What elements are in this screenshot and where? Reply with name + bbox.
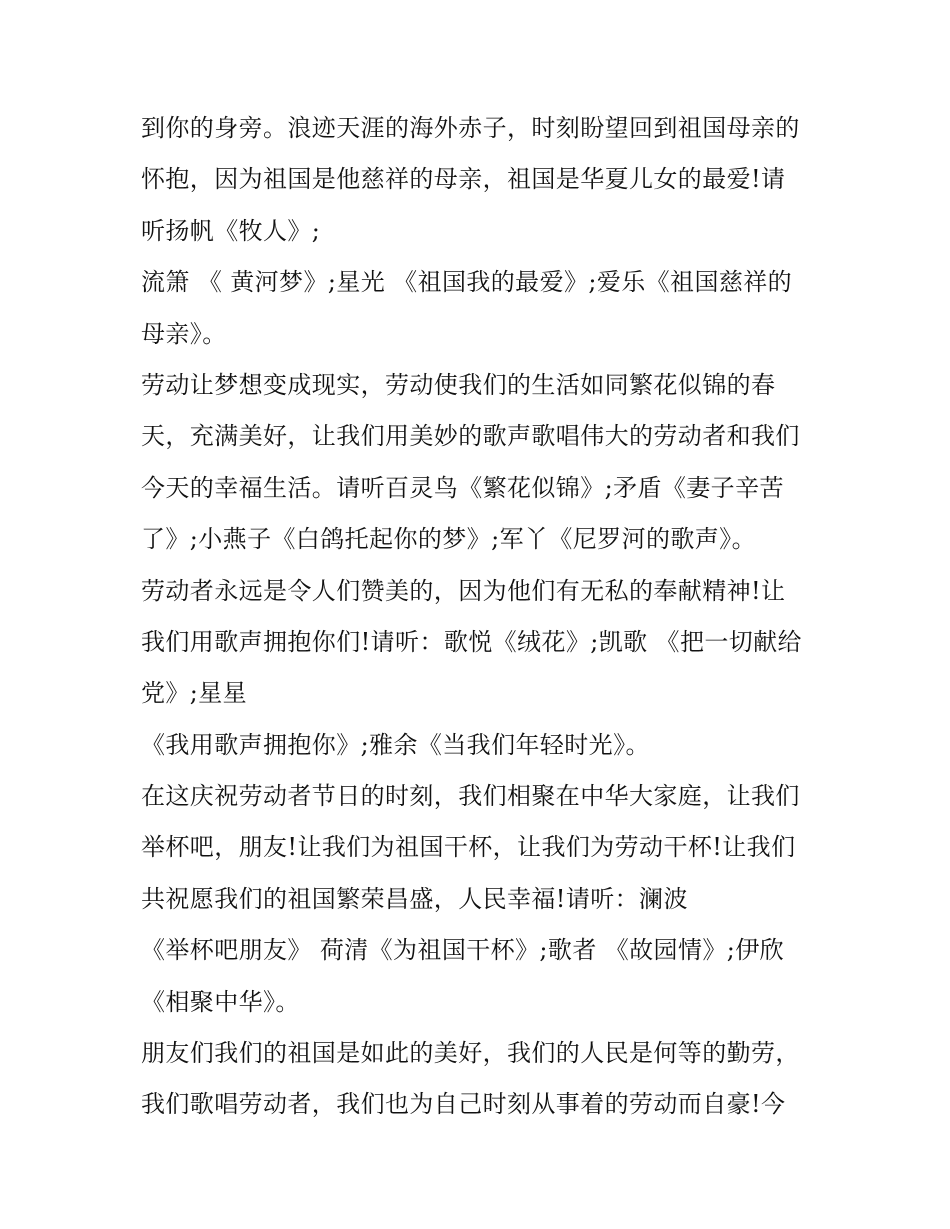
text-line: 在这庆祝劳动者节日的时刻，我们相聚在中华大家庭，让我们 <box>141 782 800 811</box>
text-line: 母亲》。 <box>141 319 227 348</box>
text-line: 劳动者永远是令人们赞美的，因为他们有无私的奉献精神!让 <box>141 576 786 605</box>
text-line: 怀抱，因为祖国是他慈祥的母亲，祖国是华夏儿女的最爱!请 <box>141 165 786 194</box>
text-line: 天，充满美好，让我们用美妙的歌声歌唱伟大的劳动者和我们 <box>141 422 800 451</box>
document-body <box>141 103 821 1131</box>
text-line: 劳动让梦想变成现实，劳动使我们的生活如同繁花似锦的春 <box>141 370 776 399</box>
text-line: 党》;星星 <box>141 679 248 708</box>
text-line: 我们歌唱劳动者，我们也为自己时刻从事着的劳动而自豪!今 <box>141 1090 786 1119</box>
text-line: 我们用歌声拥抱你们!请听：歌悦《绒花》;凯歌 《把一切献给 <box>141 627 802 656</box>
text-line: 朋友们我们的祖国是如此的美好，我们的人民是何等的勤劳， <box>141 1039 800 1068</box>
text-line: 举杯吧，朋友!让我们为祖国干杯，让我们为劳动干杯!让我们 <box>141 833 796 862</box>
text-line: 《举杯吧朋友》 荷清《为祖国干杯》;歌者 《故园情》;伊欣 <box>141 936 785 965</box>
text-line: 《我用歌声拥抱你》;雅余《当我们年轻时光》。 <box>141 730 650 759</box>
text-line: 流箫 《 黄河梦》;星光 《祖国我的最爱》;爱乐《祖国慈祥的 <box>141 268 793 297</box>
text-line: 到你的身旁。浪迹天涯的海外赤子，时刻盼望回到祖国母亲的 <box>141 114 800 142</box>
text-line: 听扬帆《牧人》; <box>141 216 321 245</box>
text-line: 今天的幸福生活。请听百灵鸟《繁花似锦》;矛盾《妻子辛苦 <box>141 473 784 502</box>
text-line: 《相聚中华》。 <box>141 987 300 1016</box>
text-line: 共祝愿我们的祖国繁荣昌盛，人民幸福!请听：澜波 <box>141 884 688 913</box>
text-line: 了》;小燕子《白鸽托起你的梦》;军丫《尼罗河的歌声》。 <box>141 525 756 554</box>
